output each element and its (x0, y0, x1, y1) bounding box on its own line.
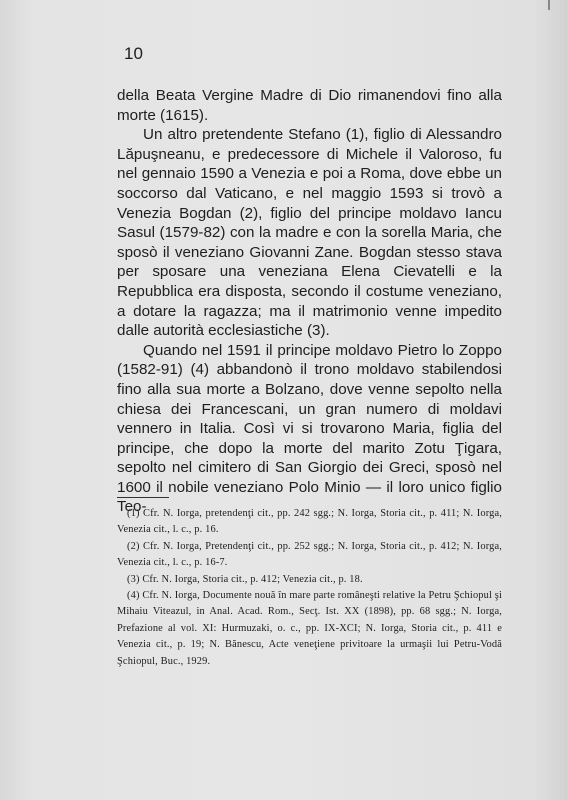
footnote: (4) Cfr. N. Iorga, Documente nouă în mare parte româneşti relative la Petru Şchiopul şi Mihaiu Viteazul, in Anal. Acad. Rom., Secţ. Ist. XX (1898), pp. 68 sgg.; N. Iorga, Prefazione al vol. XI: Hurmuzaki, o. c., pp. IX-XCI; N. Iorga, Storia cit., p. 411 e Venezia cit., p. 19; N. Bănescu, Acte veneţiene privitoare la urmaşii lui Petru-Vodă Şchiopul, Buc., 1929. (117, 590, 502, 667)
footnote-separator (117, 497, 169, 498)
page-number: 10 (124, 44, 143, 63)
scan-mark (548, 0, 550, 10)
footnote: (2) Cfr. N. Iorga, Pretendenţi cit., pp. 252 sgg.; N. Iorga, Storia cit., p. 412; N. Iorga, Venezia cit., l. c., p. 16-7. (117, 540, 502, 569)
paragraph: della Beata Vergine Madre di Dio rimanendovi fino alla morte (1615). (117, 87, 502, 124)
footnote: (1) Cfr. N. Iorga, pretendenţi cit., pp. 242 sgg.; N. Iorga, Storia cit., p. 411; N. Iorga, Venezia cit., l. c., p. 16. (117, 508, 502, 536)
footnote: (3) Cfr. N. Iorga, Storia cit., p. 412; Venezia cit., p. 18. (127, 573, 363, 585)
main-text (117, 86, 502, 517)
paragraph: Un altro pretendente Stefano (1), figlio di Alessandro Lăpuşneanu, e predecessore di Michele il Valoroso, fu nel gennaio 1590 a Venezia e poi a Roma, dove ebbe un soccorso dal Vaticano, e nel maggio 1593 si trovò a Venezia Bogdan (2), figlio del principe moldavo Iancu Sasul (1579-82) con la madre e con la sorella Maria, che sposò il veneziano Giovanni Zane. Bogdan stesso stava per sposare una veneziana Elena Cievatelli e la Repubblica era disposta, secondo il costume veneziano, a dotare la ragazza; ma il matrimonio venne impedito dalle autorità ecclesiastiche (3). (117, 126, 502, 340)
footnotes (117, 506, 502, 670)
paragraph: Quando nel 1591 il principe moldavo Pietro lo Zoppo (1582-91) (4) abbandonò il trono moldavo stabilendosi fino alla sua morte a Bolzano, dove venne sepolto nella chiesa dei Francescani, un gran numero di moldavi vennero in Italia. Così vi si trovarono Maria, figlia del principe, che dopo la morte del marito Zotu Ţigara, sepolto nel cimitero di San Giorgio dei Greci, sposò nel 1600 il nobile veneziano Polo Minio — il loro unico figlio Teo- (117, 341, 502, 516)
